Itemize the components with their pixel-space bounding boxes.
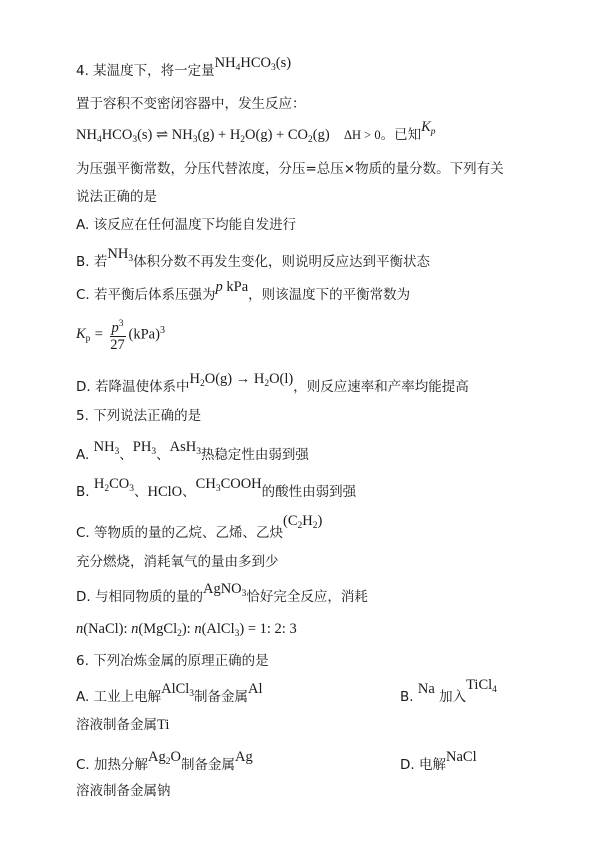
reaction-equation: $NH_4HCO_3(s)$ ⇌ $NH_3(g) + H_2O(g) + CO_2(g)$ bbox=[76, 127, 330, 145]
q6-option-d: D. 电解NaCl bbox=[400, 749, 477, 773]
q4-line-2: 置于容积不变密闭容器中，发生反应： bbox=[76, 96, 306, 112]
q5-ratio bbox=[76, 620, 297, 643]
q4-equation-line: $NH_4HCO_3(s)$ ⇌ $NH_3(g) + H_2O(g) + CO_2(g) \Delta H > 0$。已知$K_p$ bbox=[76, 119, 436, 145]
formula-c2h2: $(C_2H_2)$ bbox=[283, 513, 323, 531]
q5-option-b: B. $H_2CO_3$、HClO、$CH_3COOH$的酸性由弱到强 bbox=[76, 476, 357, 500]
q5-option-c-line2: 充分燃烧，消耗氧气的量由多到少 bbox=[76, 554, 279, 570]
formula-ag2o: $Ag_2O$ bbox=[148, 749, 181, 767]
formula-alcl3: AlCl$_3$ bbox=[161, 681, 195, 699]
q4-stem: 4. 某温度下，将一定量 bbox=[76, 63, 215, 79]
formula-nh3: $NH_3$ bbox=[107, 246, 134, 264]
formula-water-condense: $H_2O(g) \to H_2O(l)$ bbox=[189, 371, 294, 389]
acids: $H_2CO_3$ bbox=[93, 476, 134, 494]
q4-option-b: B. 若$NH_3$体积分数不再发生变化，则说明反应达到平衡状态 bbox=[76, 246, 431, 270]
q4-option-d: D. 若降温使体系中$H_2O(g) \to H_2O(l)$，则反应速率和产率均能提高 bbox=[76, 371, 469, 395]
pressure-p: p kPa bbox=[215, 279, 249, 295]
q6-option-c: C. 加热分解$Ag_2O$制备金属Ag bbox=[76, 749, 253, 773]
q6-option-b: B. Na 加入TiCl$_4$ bbox=[400, 677, 497, 705]
q4-line-5: 说法正确的是 bbox=[76, 189, 157, 205]
q5-title: 5. 下列说法正确的是 bbox=[76, 408, 202, 424]
q5-option-d: D. 与相同物质的量的AgNO$_3$恰好完全反应，消耗 bbox=[76, 581, 368, 605]
q5-option-a: A. $NH_3$、$PH_3$、AsH$_3$热稳定性由弱到强 bbox=[76, 439, 309, 463]
q4-line-4: 为压强平衡常数，分压代替浓度，分压=总压×物质的量分数。下列有关 bbox=[76, 161, 504, 177]
q4-line-1 bbox=[76, 55, 292, 85]
ratio-expression: n(NaCl): n(MgCl$_2$): n(AlCl$_3$) = 1: 2: 3 bbox=[76, 621, 297, 639]
q6-option-b-line2: 溶液制备金属Ti bbox=[76, 717, 170, 733]
q4-option-c: C. 若平衡后体系压强为p kPa，则该温度下的平衡常数为 bbox=[76, 279, 411, 303]
q4-option-a: A. 该反应在任何温度下均能自发进行 bbox=[76, 217, 297, 233]
q5-option-c: C. 等物质的量的乙烷、乙烯、乙炔$(C_2H_2)$ bbox=[76, 513, 323, 541]
q6-title: 6. 下列冶炼金属的原理正确的是 bbox=[76, 653, 269, 669]
formula-nh4hco3-s: $NH_4HCO_3(s)$ bbox=[214, 55, 292, 73]
q6-option-d-line2: 溶液制备金属钠 bbox=[76, 783, 171, 799]
formula-ticl4: TiCl$_4$ bbox=[466, 677, 497, 695]
formula-agno3: AgNO$_3$ bbox=[202, 581, 247, 599]
kp-expression: $K_p$ = $\frac{p^3}{27}$ (kPa)$^3$ bbox=[76, 316, 165, 353]
kp-fraction: $\frac{p^3}{27}$ bbox=[110, 316, 126, 353]
kp-symbol: $K_p$ bbox=[421, 119, 436, 137]
q6-option-a: A. 工业上电解AlCl$_3$制备金属Al bbox=[76, 681, 263, 705]
enthalpy-change: ΔH > 0 bbox=[343, 128, 381, 142]
hydrides: $NH_3$ bbox=[93, 439, 120, 457]
